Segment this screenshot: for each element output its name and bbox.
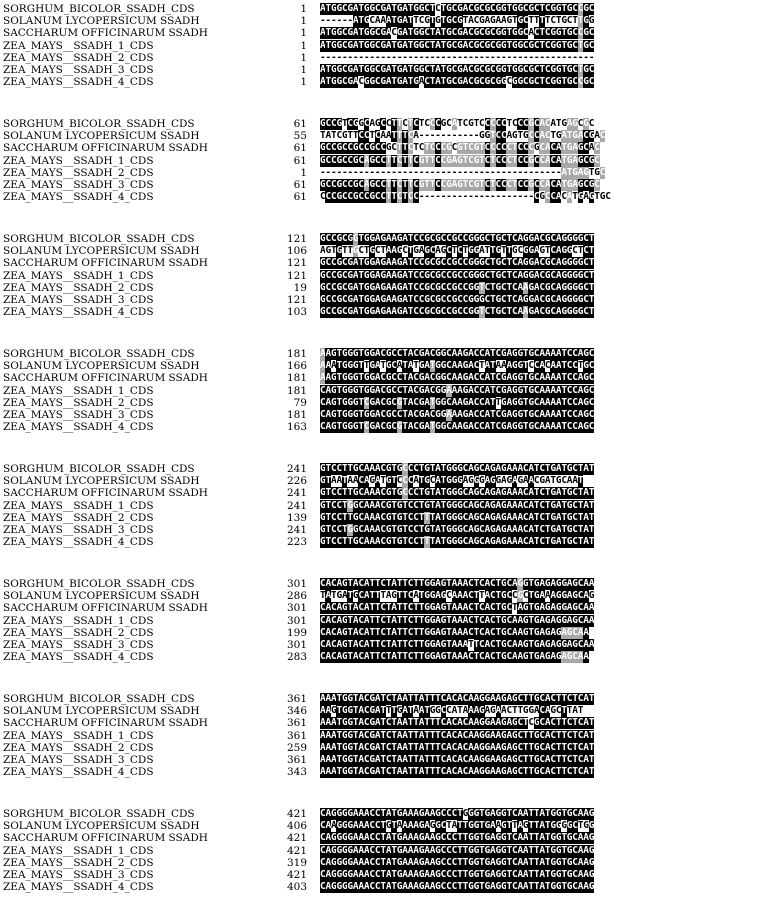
sequence-start-position: 61 <box>293 154 307 167</box>
alignment-row <box>0 130 774 142</box>
alignment-row <box>0 76 774 88</box>
sequence-residues: GCCGCGGTGGAGAAGATCCGCGCCGCCGGGCTGCTCAGGACGCAGGGGCT <box>320 233 595 244</box>
sequence-start-position: 226 <box>286 475 307 488</box>
sequence-name: ZEA_MAYS__SSADH_1_CDS <box>3 499 154 512</box>
sequence-residues: -------------------------------------------------- <box>320 51 595 63</box>
sequence-start-position: 121 <box>286 257 307 270</box>
sequence-start-position: 121 <box>286 269 307 282</box>
sequence-residues: CAGTGGGTCGACGCGTACGATGGCAAGACCATCGAGGTGCAAAATCCAGC <box>320 421 595 433</box>
sequence-start-position: 121 <box>286 294 307 306</box>
alignment-row <box>0 578 774 590</box>
sequence-residues: GTCCTTGCAAACGTGCCCTGTATGGGCAGCAGAGAAACATCTGATGCTAT <box>320 487 595 499</box>
sequence-residues: GCCGCGATGGAGAAGATCCGCGCCGCCGGGCTGCTCAGGACGCAGGGGCT <box>320 257 595 269</box>
sequence-name: ZEA_MAYS__SSADH_4_CDS <box>3 651 154 664</box>
sequence-start-position: 181 <box>286 384 307 397</box>
sequence-residues: AAATGGTACGATCTAATTATTTCACACAAGGAAGAGCTTGCACTTCTCAT <box>320 693 595 704</box>
sequence-start-position: 1 <box>300 3 307 15</box>
sequence-residues: GTCCTGGCAAACGTGTCCTGTATGGGCAGCAGAGAAACATCTGATGCTAT <box>320 524 595 535</box>
alignment-row <box>0 602 774 614</box>
sequence-start-position: 421 <box>286 869 307 881</box>
alignment-row <box>0 191 774 203</box>
sequence-start-position: 1 <box>300 64 307 76</box>
sequence-residues: CAGGGGAAACCTATGAAAGAAGCCCTTGGTGAGGTCAATTATGGTGCAAG <box>320 856 595 868</box>
alignment-row <box>0 421 774 433</box>
sequence-name: ZEA_MAYS__SSADH_3_CDS <box>3 294 154 306</box>
alignment-row <box>0 808 774 820</box>
sequence-name: ZEA_MAYS__SSADH_1_CDS <box>3 614 154 627</box>
sequence-name: ZEA_MAYS__SSADH_1_CDS <box>3 384 154 397</box>
sequence-start-position: 283 <box>286 651 307 664</box>
sequence-name: ZEA_MAYS__SSADH_4_CDS <box>3 191 154 204</box>
alignment-row <box>0 348 774 360</box>
alignment-block <box>0 348 774 433</box>
sequence-residues: GTAATAACAGATGTCCCATGCATGGGAGGGAGGAGAGAACGATGCAAT <box>320 475 584 487</box>
alignment-row <box>0 869 774 881</box>
sequence-name: ZEA_MAYS__SSADH_1_CDS <box>3 844 154 857</box>
sequence-name: ZEA_MAYS__SSADH_4_CDS <box>3 76 154 89</box>
alignment-row <box>0 294 774 306</box>
sequence-name: ZEA_MAYS__SSADH_4_CDS <box>3 766 154 779</box>
sequence-start-position: 139 <box>286 511 307 524</box>
sequence-name: SORGHUM_BICOLOR_SSADH_CDS <box>3 118 195 130</box>
sequence-start-position: 1 <box>300 15 307 28</box>
sequence-start-position: 259 <box>286 741 307 754</box>
sequence-residues: AAATGGTACGATCTAATTATTTCACACAAGGAAGAGCTTGCACTTCTCAT <box>320 741 595 753</box>
sequence-start-position: 301 <box>286 614 307 627</box>
sequence-name: SORGHUM_BICOLOR_SSADH_CDS <box>3 693 195 705</box>
alignment-row <box>0 627 774 639</box>
sequence-name: SOLANUM LYCOPERSICUM SSADH <box>3 245 200 258</box>
sequence-start-position: 223 <box>286 536 307 549</box>
sequence-name: SORGHUM_BICOLOR_SSADH_CDS <box>3 808 195 820</box>
sequence-residues: --------------------------------------------ATGAGTGC <box>320 166 606 178</box>
sequence-name: SORGHUM_BICOLOR_SSADH_CDS <box>3 578 195 590</box>
sequence-name: SACCHARUM OFFICINARUM SSADH <box>3 142 208 155</box>
sequence-residues: GCCGCCGCAGCCTTCTTCGTTCCGAGTCGTCTCCCTCCGCCACATGAGCGC <box>320 179 600 190</box>
sequence-start-position: 361 <box>286 754 307 766</box>
sequence-residues: GTCCTGGCAAACGTGTCCTGTATGGGCAGCAGAGAAACATCTGATGCTAT <box>320 499 595 511</box>
sequence-start-position: 61 <box>293 142 307 155</box>
alignment-row <box>0 15 774 27</box>
sequence-start-position: 1 <box>300 39 307 52</box>
sequence-start-position: 301 <box>286 602 307 615</box>
alignment-row <box>0 245 774 257</box>
alignment-row <box>0 360 774 372</box>
sequence-name: SACCHARUM OFFICINARUM SSADH <box>3 602 208 615</box>
sequence-name: ZEA_MAYS__SSADH_4_CDS <box>3 421 154 434</box>
alignment-row <box>0 651 774 663</box>
alignment-row <box>0 27 774 39</box>
sequence-residues: CACAGTACATTCTATTCTTGGAGTAAACTCACTGCAAGTGAGAGAGCAA <box>320 626 589 638</box>
alignment-row <box>0 524 774 536</box>
sequence-start-position: 421 <box>286 832 307 845</box>
sequence-residues: CAGGGGAAACCTATGAAAGAAGCCCTGGGTGAGGTCAATTATGGTGCAAG <box>320 808 595 819</box>
alignment-row <box>0 409 774 421</box>
sequence-name: SOLANUM LYCOPERSICUM SSADH <box>3 705 200 718</box>
sequence-name: ZEA_MAYS__SSADH_3_CDS <box>3 869 154 881</box>
sequence-residues: AAATGGTACGATCTAATTATTTCACACAAGGAAGAGCTCGCACTTCTCAT <box>320 717 595 729</box>
sequence-name: ZEA_MAYS__SSADH_2_CDS <box>3 51 154 64</box>
alignment-block <box>0 463 774 548</box>
sequence-residues: AGTGTTGCTGCTAAGCTGAGCAGCTCTGGATTGTTGCGGAGTCAGGCTCT <box>320 245 595 257</box>
sequence-residues: ------ATGCAAATGATTCGTGTGCGTACGAGAAGTGCTTTTCTGCTTGG <box>320 15 595 27</box>
alignment-row <box>0 512 774 524</box>
sequence-name: ZEA_MAYS__SSADH_2_CDS <box>3 626 154 639</box>
sequence-start-position: 199 <box>286 626 307 639</box>
alignment-row <box>0 857 774 869</box>
alignment-block <box>0 3 774 88</box>
sequence-residues: ATGGCGATGGCGATGATGGCTATGCGACGCGCGGTGGCGCTCGGTGCTGC <box>320 39 595 51</box>
alignment-row <box>0 306 774 318</box>
sequence-name: ZEA_MAYS__SSADH_1_CDS <box>3 154 154 167</box>
sequence-residues: GTCCTTGCAAACGTGTCCTTTATGGGCAGCAGAGAAACATCTGATGCTAT <box>320 536 595 548</box>
alignment-row <box>0 372 774 384</box>
alignment-row <box>0 167 774 179</box>
sequence-start-position: 286 <box>286 590 307 603</box>
alignment-row <box>0 64 774 76</box>
sequence-residues: GCCGCGATGGAGAAGATCCGCGCCGCCGGTCTGCTCAAGACGCAGGGGCT <box>320 306 595 318</box>
sequence-name: SACCHARUM OFFICINARUM SSADH <box>3 832 208 845</box>
sequence-name: ZEA_MAYS__SSADH_2_CDS <box>3 281 154 294</box>
sequence-start-position: 79 <box>293 396 307 409</box>
sequence-name: ZEA_MAYS__SSADH_2_CDS <box>3 166 154 179</box>
sequence-name: SACCHARUM OFFICINARUM SSADH <box>3 487 208 500</box>
sequence-name: SOLANUM LYCOPERSICUM SSADH <box>3 475 200 488</box>
alignment-row <box>0 40 774 52</box>
sequence-start-position: 241 <box>286 487 307 500</box>
alignment-row <box>0 397 774 409</box>
sequence-residues: AAATGGTACGATCTAATTATTTCACACAAGGAAGAGCTTGCACTTCTCAT <box>320 729 595 741</box>
sequence-name: SOLANUM LYCOPERSICUM SSADH <box>3 360 200 373</box>
alignment-row <box>0 270 774 282</box>
sequence-name: ZEA_MAYS__SSADH_2_CDS <box>3 396 154 409</box>
sequence-start-position: 361 <box>286 717 307 730</box>
alignment-row <box>0 487 774 499</box>
alignment-row <box>0 257 774 269</box>
sequence-name: ZEA_MAYS__SSADH_2_CDS <box>3 856 154 869</box>
sequence-residues: GTCCTTGCAAACGTGTCCTTTATGGGCAGCAGAGAAACATCTGATGCTAT <box>320 511 595 523</box>
alignment-row <box>0 463 774 475</box>
alignment-block <box>0 808 774 893</box>
sequence-start-position: 1 <box>300 51 307 64</box>
sequence-start-position: 106 <box>286 245 307 258</box>
sequence-residues: CACAGTACATTCTATTCTTGGAGTAAACTCACTGCAAGTGAGAGGAGCAA <box>320 614 595 626</box>
alignment-row <box>0 832 774 844</box>
alignment-row <box>0 233 774 245</box>
sequence-name: SACCHARUM OFFICINARUM SSADH <box>3 717 208 730</box>
sequence-residues: CACAGTACATTCTATTCTTGGAGTAAACTCACTGCAAGTGAGAGAGCAA <box>320 651 589 663</box>
alignment-row <box>0 536 774 548</box>
sequence-name: ZEA_MAYS__SSADH_4_CDS <box>3 536 154 549</box>
sequence-name: ZEA_MAYS__SSADH_1_CDS <box>3 729 154 742</box>
alignment-row <box>0 500 774 512</box>
sequence-start-position: 61 <box>293 118 307 130</box>
sequence-start-position: 121 <box>286 233 307 245</box>
sequence-name: SORGHUM_BICOLOR_SSADH_CDS <box>3 463 195 475</box>
sequence-residues: ATGGCGATGGCGACGATGGCTATGCGACGCGCGGTGGCACTCGGTGCCGC <box>320 27 595 39</box>
sequence-start-position: 241 <box>286 499 307 512</box>
alignment-row <box>0 845 774 857</box>
sequence-name: SOLANUM LYCOPERSICUM SSADH <box>3 130 200 143</box>
sequence-residues: ATGGCGATGGCGATGATGGCTCTGCGACGCGCGGTGGCGCTCGGTGCCGC <box>320 3 595 14</box>
sequence-start-position: 361 <box>286 693 307 705</box>
sequence-residues: AAATGGGTTGATGCATATGATGGCAAGACTATAAAGGTCCACAATCCTGC <box>320 360 595 372</box>
sequence-start-position: 421 <box>286 808 307 820</box>
sequence-start-position: 406 <box>286 820 307 833</box>
sequence-start-position: 55 <box>293 130 307 143</box>
sequence-residues: GCCGCGATGGAGAAGATCCGCGCCGCCGGGCTGCTCAGGACGCAGGGGCT <box>320 294 595 305</box>
sequence-start-position: 1 <box>300 76 307 89</box>
alignment-row <box>0 385 774 397</box>
alignment-block <box>0 693 774 778</box>
alignment-row <box>0 820 774 832</box>
sequence-name: SACCHARUM OFFICINARUM SSADH <box>3 27 208 40</box>
sequence-name: ZEA_MAYS__SSADH_3_CDS <box>3 524 154 536</box>
sequence-name: ZEA_MAYS__SSADH_3_CDS <box>3 754 154 766</box>
sequence-residues: TATGATGCATTTAGTTCATGGAGCAAACTTACTGCCGCTGAAAGGAGCAG <box>320 590 595 602</box>
sequence-residues: CCCGCCGCCGCCTTCTCC---------------------CGCCACATGAGTGC <box>320 191 611 203</box>
sequence-name: SORGHUM_BICOLOR_SSADH_CDS <box>3 3 195 15</box>
sequence-name: SORGHUM_BICOLOR_SSADH_CDS <box>3 233 195 245</box>
sequence-start-position: 1 <box>300 166 307 179</box>
sequence-name: SACCHARUM OFFICINARUM SSADH <box>3 372 208 385</box>
alignment-row <box>0 766 774 778</box>
sequence-name: SORGHUM_BICOLOR_SSADH_CDS <box>3 348 195 360</box>
sequence-residues: AAGTGGTACGATTTGATAATGGCCATAAAGAGAACTTGGACAGCTTAT <box>320 705 584 717</box>
alignment-block <box>0 233 774 318</box>
sequence-name: ZEA_MAYS__SSADH_4_CDS <box>3 306 154 319</box>
sequence-residues: GCCGCGATGGAGAAGATCCGCGCCGCCGGGCTGCTCAGGACGCAGGGGCT <box>320 269 595 281</box>
sequence-name: ZEA_MAYS__SSADH_3_CDS <box>3 639 154 651</box>
sequence-start-position: 319 <box>286 856 307 869</box>
sequence-start-position: 301 <box>286 639 307 651</box>
alignment-block <box>0 578 774 663</box>
sequence-residues: GTCCTTGCAAACGTGCCCTGTATGGGCAGCAGAGAAACATCTGATGCTAT <box>320 463 595 474</box>
sequence-name: ZEA_MAYS__SSADH_1_CDS <box>3 39 154 52</box>
alignment-row <box>0 52 774 64</box>
sequence-name: ZEA_MAYS__SSADH_3_CDS <box>3 179 154 191</box>
sequence-name: ZEA_MAYS__SSADH_1_CDS <box>3 269 154 282</box>
sequence-residues: AAGTGGGTGGACGCCTACGACGGCAAGACCATCGAGGTGCAAAATCCAGC <box>320 372 595 384</box>
alignment-row <box>0 282 774 294</box>
sequence-residues: CAGGGGAAACCTATGAAAGAAGCCCTTGGTGAGGTCAATTATGGTGCAAG <box>320 844 595 856</box>
sequence-residues: AAATGGTACGATCTAATTATTTCACACAAGGAAGAGCTTGCACTTCTCAT <box>320 754 595 765</box>
alignment-row <box>0 881 774 893</box>
sequence-name: ZEA_MAYS__SSADH_2_CDS <box>3 741 154 754</box>
alignment-row <box>0 730 774 742</box>
sequence-name: ZEA_MAYS__SSADH_3_CDS <box>3 64 154 76</box>
alignment-row <box>0 179 774 191</box>
sequence-start-position: 241 <box>286 524 307 536</box>
sequence-residues: GCCGCCGCCGCCGCTTCTCTCCCGCGTCGTCCCCCTCCCGCACATGAGCAC <box>320 142 600 154</box>
alignment-row <box>0 639 774 651</box>
sequence-start-position: 241 <box>286 463 307 475</box>
sequence-name: SACCHARUM OFFICINARUM SSADH <box>3 257 208 270</box>
sequence-residues: CACAGTACATTCTATTCTTGGAGTAAACTCACTGCTAGTGAGAGGAGCAA <box>320 602 595 614</box>
sequence-residues: CACAGTACATTCTATTCTTGGAGTAAATTCACTGCAAGTGAGAGGAGCAA <box>320 639 595 650</box>
sequence-start-position: 19 <box>293 281 307 294</box>
sequence-start-position: 61 <box>293 179 307 191</box>
sequence-name: ZEA_MAYS__SSADH_3_CDS <box>3 409 154 421</box>
sequence-residues: GCCGCCGCAGCCTTCTTCGTTCCGAGTCGTCTCCCTCCGCCACATGAGCGC <box>320 154 600 166</box>
sequence-start-position: 181 <box>286 348 307 360</box>
alignment-row <box>0 118 774 130</box>
sequence-start-position: 163 <box>286 421 307 434</box>
alignment-row <box>0 705 774 717</box>
alignment-row <box>0 590 774 602</box>
sequence-start-position: 403 <box>286 881 307 894</box>
alignment-row <box>0 717 774 729</box>
sequence-name: ZEA_MAYS__SSADH_4_CDS <box>3 881 154 894</box>
sequence-name: SOLANUM LYCOPERSICUM SSADH <box>3 15 200 28</box>
sequence-start-position: 181 <box>286 409 307 421</box>
alignment-row <box>0 475 774 487</box>
sequence-residues: ATGGCGATGGCGATGATGGCTATGCGACGCGCGGTGGCGCTCGGTGCTGC <box>320 64 595 75</box>
sequence-residues: CAGTGGGTGGACGCCTACGACGGAAAGACCATCGAGGTGCAAAATCCAGC <box>320 384 595 396</box>
sequence-start-position: 343 <box>286 766 307 779</box>
alignment-row <box>0 155 774 167</box>
sequence-residues: CAGGGGAAACCTATGAAAGAAGCCCTTGGTGAGGTCAATTATGGTGCAAG <box>320 832 595 844</box>
alignment-row <box>0 142 774 154</box>
sequence-residues: CAGGGGAAACCTATGAAAGAAGCCCTTGGTGAGGTCAATTATGGTGCAAG <box>320 869 595 880</box>
alignment-block <box>0 118 774 203</box>
sequence-start-position: 181 <box>286 372 307 385</box>
sequence-start-position: 103 <box>286 306 307 319</box>
sequence-start-position: 61 <box>293 191 307 204</box>
alignment-row <box>0 693 774 705</box>
sequence-residues: AAGTGGGTGGACGCCTACGACGGCAAGACCATCGAGGTGCAAAATCCAGC <box>320 348 595 359</box>
alignment-row <box>0 3 774 15</box>
sequence-residues: CAGTGGGTGGACGCCTACGACGGAAAGACCATCGAGGTGCAAAATCCAGC <box>320 409 595 420</box>
sequence-start-position: 361 <box>286 729 307 742</box>
sequence-residues: CACAGTACATTCTATTCTTGGAGTAAACTCACTGCAGGTGAGAGGAGCAA <box>320 578 595 589</box>
sequence-name: ZEA_MAYS__SSADH_2_CDS <box>3 511 154 524</box>
sequence-residues: CAGGGGAAACCTATGAAAGAAGCCCTTGGTGAGGTCAATTATGGTGCAAG <box>320 881 595 893</box>
sequence-residues: ATGGCGACGGCGATGATGACTATGCGACGCGCGGCGGCGCTCGGTGCCGC <box>320 76 595 88</box>
sequence-start-position: 346 <box>286 705 307 718</box>
alignment-row <box>0 754 774 766</box>
sequence-residues: CAAGGGAAACCTGTAAAAGAGGCTATTGGTGAAGTTAGTTATGGGGCTGG <box>320 820 595 832</box>
alignment-row <box>0 742 774 754</box>
sequence-start-position: 166 <box>286 360 307 373</box>
sequence-name: SOLANUM LYCOPERSICUM SSADH <box>3 590 200 603</box>
sequence-start-position: 1 <box>300 27 307 40</box>
sequence-residues: GCCGCGATGGAGAAGATCCGCGCCGCCGGTCTGCTCAAGACGCAGGGGCT <box>320 281 595 293</box>
sequence-residues: AAATGGTACGATCTAATTATTTCACACAAGGAAGAGCTTGCACTTCTCAT <box>320 766 595 778</box>
sequence-name: SOLANUM LYCOPERSICUM SSADH <box>3 820 200 833</box>
sequence-start-position: 301 <box>286 578 307 590</box>
sequence-start-position: 421 <box>286 844 307 857</box>
alignment-row <box>0 615 774 627</box>
sequence-residues: TATCGTTCCTCAATTTCA-----------GGTCCAGTGCCACTGATGACGAC <box>320 130 606 142</box>
sequence-residues: CAGTGGGTCGACGCGTACGATGGCAAGACCATTGAGGTGCAAAATCCAGC <box>320 396 595 408</box>
sequence-residues: GCCGTCGGCAGCCTTCTCTCCCGCATCGTCCCCCTCCCGCACATGAGCGC <box>320 118 595 129</box>
